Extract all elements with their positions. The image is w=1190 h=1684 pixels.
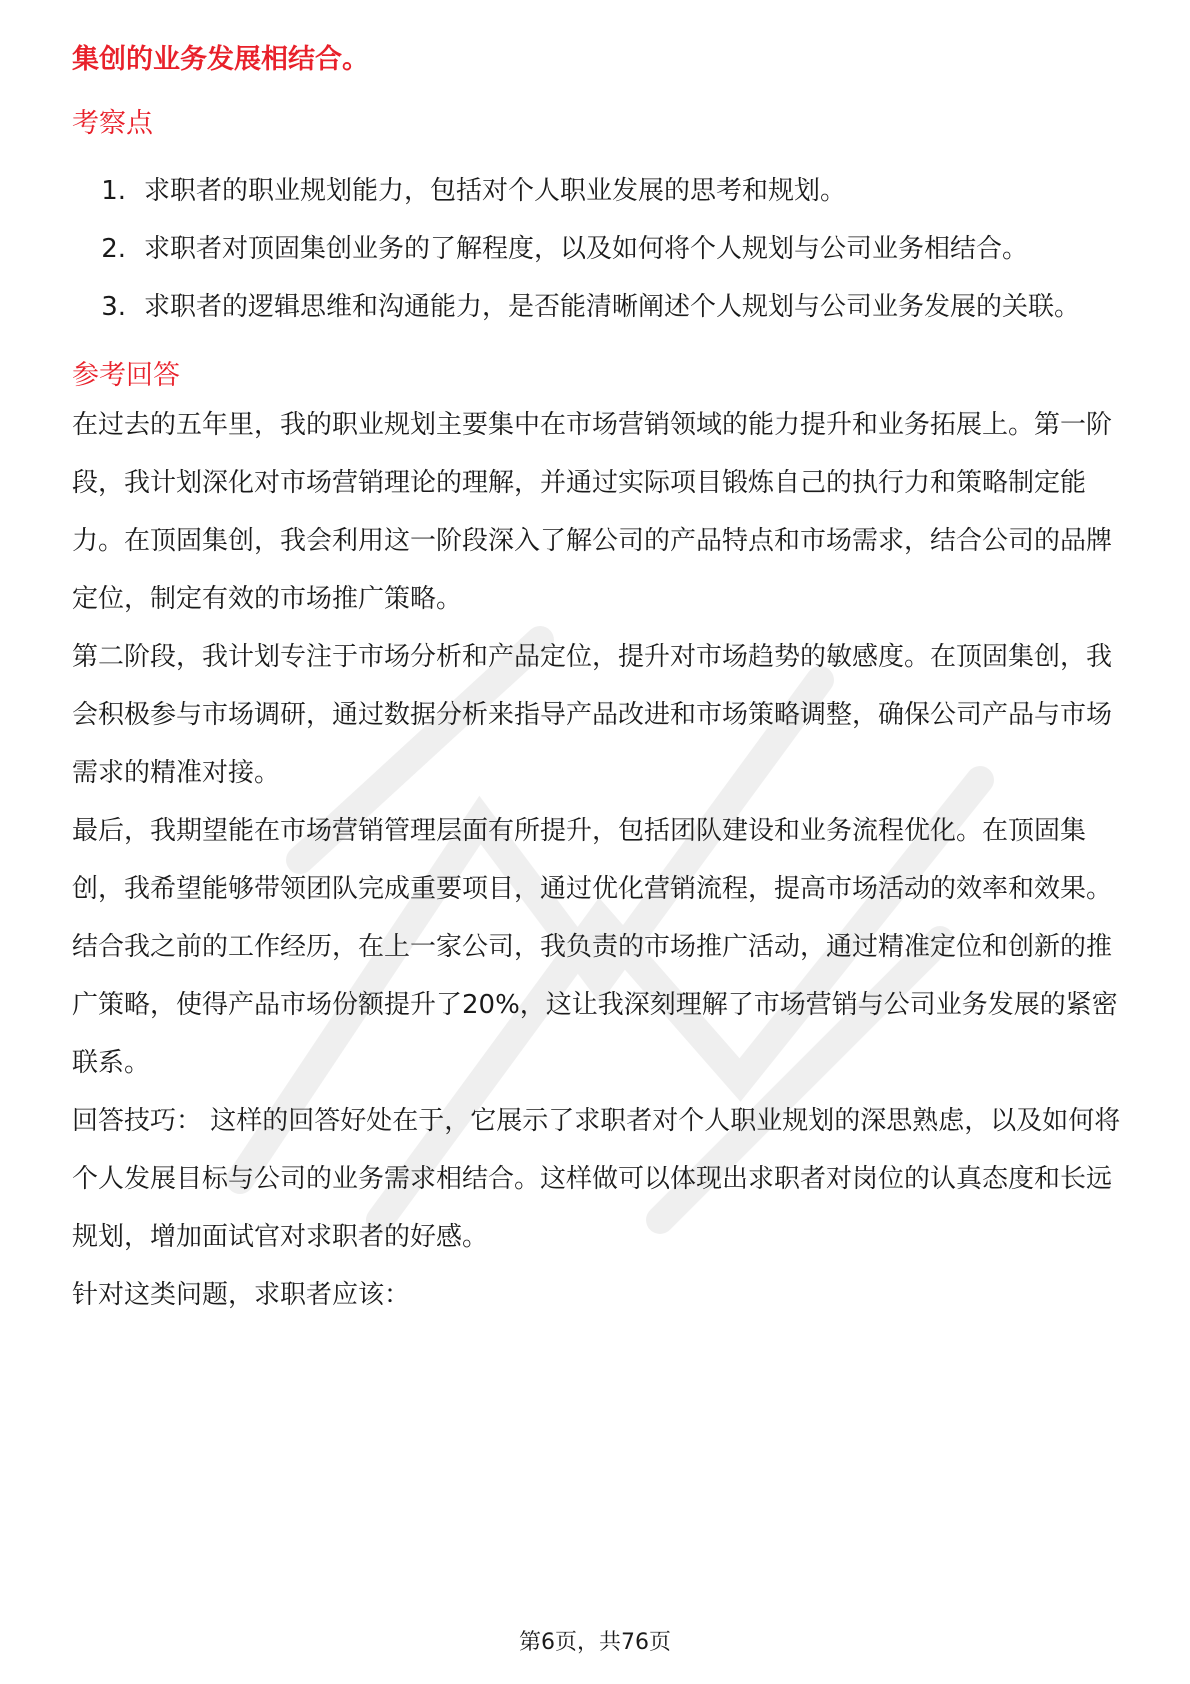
- answer-paragraph: 针对这类问题，求职者应该：: [72, 1280, 411, 1310]
- answer-paragraph: 最后，我期望能在市场营销管理层面有所提升，包括团队建设和业务流程优化。在顶固集创，我希望能够带领团队完成重要项目，通过优化营销流程，提高市场活动的效率和效果。: [72, 816, 1113, 904]
- exam-points-list: [72, 162, 1122, 336]
- list-item-text: 求职者对顶固集创业务的了解程度，以及如何将个人规划与公司业务相结合。: [144, 234, 1029, 264]
- intro-fragment: 集创的业务发展相结合。: [72, 44, 369, 75]
- list-item-text: 求职者的逻辑思维和沟通能力，是否能清晰阐述个人规划与公司业务发展的关联。: [144, 292, 1081, 322]
- reference-answer-heading: 参考回答: [72, 360, 180, 391]
- answer-paragraph: 在过去的五年里，我的职业规划主要集中在市场营销领域的能力提升和业务拓展上。第一阶段，我计划深化对市场营销理论的理解，并通过实际项目锻炼自己的执行力和策略制定能力。在顶固集创，我会利用这一阶段深入了解公司的产品特点和市场需求，结合公司的品牌定位，制定有效的市场推广策略。: [72, 410, 1113, 614]
- document-page: [72, 40, 1122, 1324]
- list-item-number: 2.: [101, 234, 126, 264]
- list-item-number: 3.: [101, 292, 126, 322]
- list-item: [72, 162, 1122, 220]
- page-number-footer: 第6页，共76页: [519, 1630, 671, 1655]
- list-item: [72, 220, 1122, 278]
- exam-points-heading: 考察点: [72, 108, 153, 139]
- list-item: [72, 278, 1122, 336]
- answer-paragraph: 第二阶段，我计划专注于市场分析和产品定位，提升对市场趋势的敏感度。在顶固集创，我会积极参与市场调研，通过数据分析来指导产品改进和市场策略调整，确保公司产品与市场需求的精准对接。: [72, 642, 1113, 788]
- list-item-text: 求职者的职业规划能力，包括对个人职业发展的思考和规划。: [144, 176, 847, 206]
- answer-paragraph: 结合我之前的工作经历，在上一家公司，我负责的市场推广活动，通过精准定位和创新的推广策略，使得产品市场份额提升了20%，这让我深刻理解了市场营销与公司业务发展的紧密联系。: [72, 932, 1118, 1078]
- answer-tips-paragraph: 回答技巧： 这样的回答好处在于，它展示了求职者对个人职业规划的深思熟虑，以及如何将个人发展目标与公司的业务需求相结合。这样做可以体现出求职者对岗位的认真态度和长远规划，增加面试官对求职者的好感。: [72, 1106, 1121, 1252]
- list-item-number: 1.: [101, 176, 126, 206]
